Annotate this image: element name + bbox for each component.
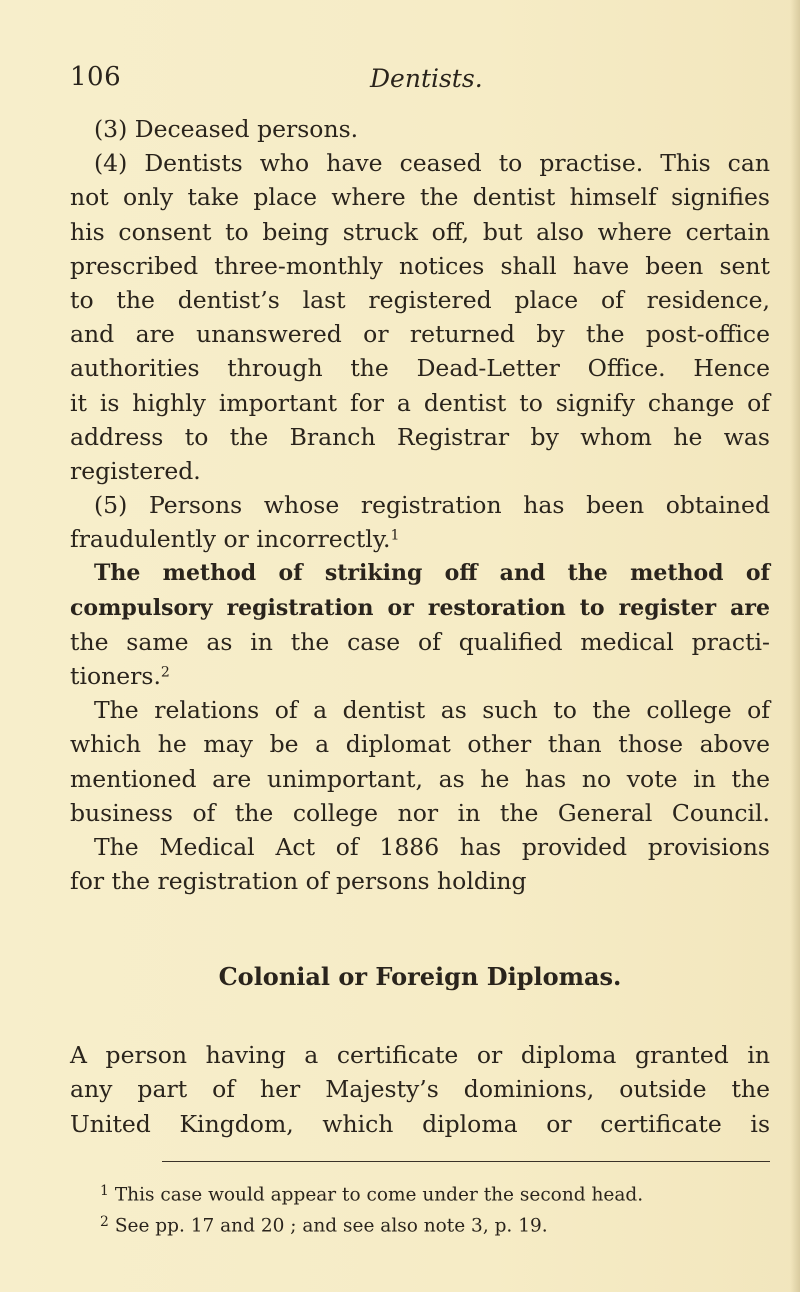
text-line: address to the Branch Registrar by whom he was [70, 422, 770, 451]
text-line: not only take place where the dentist himself signifies [70, 183, 770, 212]
footnote-mark: 2 [100, 1213, 109, 1230]
page-header [70, 62, 730, 102]
page-edge [790, 0, 800, 1292]
footnote-ref: 1 [390, 527, 400, 544]
footnote [100, 1209, 770, 1240]
text-line: A person having a certificate or diploma granted in [70, 1041, 770, 1069]
text-segment: fraudulently or incorrectly. [70, 525, 391, 554]
text-line: and are unanswered or returned by the post-office [70, 320, 770, 349]
text-line: any part of her Majesty’s dominions, outside the [70, 1075, 770, 1104]
text-line: it is highly important for a dentist to signify change of [70, 388, 770, 417]
text-line: United Kingdom, which diploma or certificate is [70, 1109, 770, 1138]
page-number: 106 [70, 62, 122, 92]
running-head: Dentists. [370, 64, 483, 93]
text-line: (4) Dentists who have ceased to practise. This can [94, 149, 770, 178]
footnote-mark: 1 [100, 1183, 109, 1199]
footnotes [100, 1178, 770, 1239]
text-line: The Medical Act of 1886 has provided provisions [94, 832, 770, 861]
text-line: mentioned are unimportant, as he has no vote in the [70, 764, 770, 793]
body-text [70, 112, 770, 898]
text-line: (3) Deceased persons. [94, 115, 359, 143]
text-line: registered. [70, 456, 201, 485]
text-line: authorities through the Dead-Letter Office. Hence [70, 354, 770, 383]
text-line: The method of striking off and the method of [94, 560, 770, 587]
text-line: (5) Persons whose registration has been obtained [94, 491, 770, 520]
text-line: for the registration of persons holding [70, 867, 527, 896]
text-line: to the dentist’s last registered place of residence, [70, 285, 770, 314]
text-line: business of the college nor in the General Council. [70, 798, 770, 827]
text-line: the same as in the case of qualified medical practi- [70, 627, 770, 656]
text-line: which he may be a diplomat other than those above [70, 730, 770, 759]
body-text-continued [70, 1038, 770, 1141]
text-line: his consent to being struck off, but also where certain [70, 217, 770, 246]
footnote-ref: 2 [160, 664, 170, 681]
text-line [70, 522, 770, 556]
text-line: prescribed three-monthly notices shall have been sent [70, 251, 770, 280]
footnote-text: This case would appear to come under the second head. [114, 1184, 644, 1206]
text-segment: tioners. [70, 662, 161, 690]
text-line: The relations of a dentist as such to the college of [94, 696, 770, 725]
text-line [70, 659, 770, 693]
footnote-text: See pp. 17 and 20 ; and see also note 3, p. 19. [114, 1215, 548, 1237]
footnote [100, 1178, 770, 1209]
footnote-rule [162, 1161, 770, 1162]
text-line: compulsory registration or restoration to register are [70, 594, 770, 621]
section-heading: Colonial or Foreign Diplomas. [218, 962, 622, 991]
